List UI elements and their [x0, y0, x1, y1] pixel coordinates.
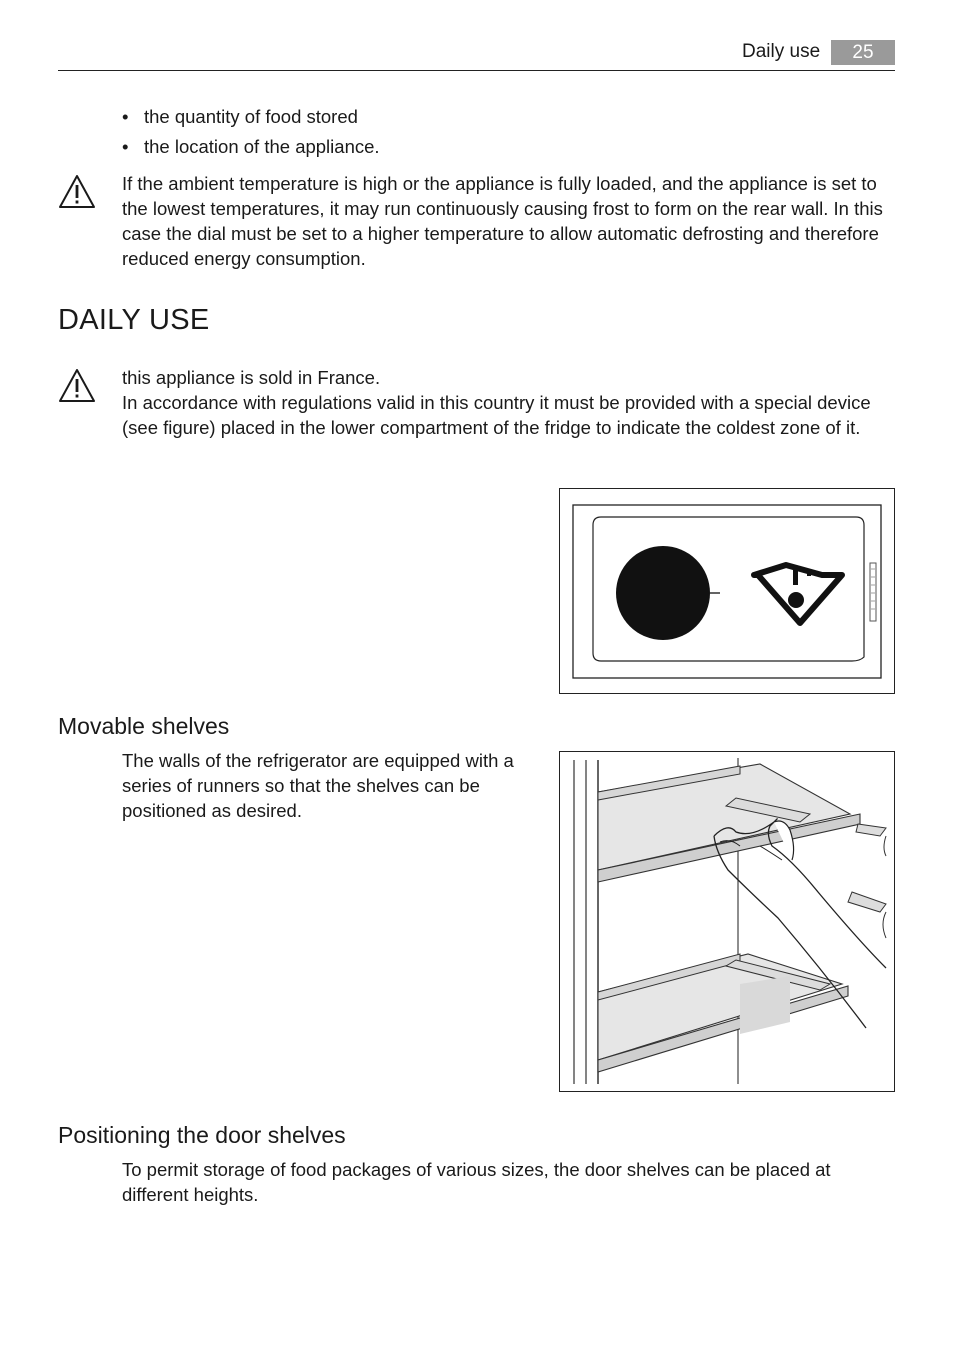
- movable-shelves-text: The walls of the refrigerator are equipped with a series of runners so that the shelves can be positioned as desired.: [122, 750, 514, 821]
- temperature-indicator-device-illustration: [560, 489, 894, 693]
- bullet-dot-icon: •: [122, 136, 129, 157]
- bullet-item: [122, 104, 358, 129]
- movable-shelves-title: Movable shelves: [58, 713, 230, 739]
- warning-text-france: [122, 365, 892, 440]
- section-title: DAILY USE: [58, 304, 210, 336]
- bullet-text: the location of the appliance.: [144, 136, 380, 157]
- shelf-insertion-illustration: [560, 752, 894, 1091]
- warning-line-regulations: In accordance with regulations valid in this country it must be provided with a special device (see figure) placed in the lower compartment of the fridge to indicate the coldest zone of it.: [122, 392, 871, 438]
- bullet-text: the quantity of food stored: [144, 106, 358, 127]
- warning-text-frost: If the ambient temperature is high or the appliance is fully loaded, and the appliance is set to the lowest temperatures, it may run continuously causing frost to form on the rear wall. In this case the dial must be set to a higher temperature to allow automatic defrosting and therefore reduced energy consumption.: [122, 173, 883, 269]
- shelves-figure: [559, 751, 895, 1092]
- page-number: 25: [831, 40, 895, 65]
- door-shelves-title: Positioning the door shelves: [58, 1122, 346, 1148]
- warning-triangle-icon: [58, 174, 96, 210]
- door-shelves-text: To permit storage of food packages of various sizes, the door shelves can be placed at different heights.: [122, 1159, 831, 1205]
- header-rule: [58, 70, 895, 71]
- running-header-label: Daily use: [742, 41, 821, 62]
- bullet-dot-icon: •: [122, 106, 129, 127]
- temperature-indicator-figure: [559, 488, 895, 694]
- bullet-item: [122, 134, 380, 159]
- warning-triangle-icon: [58, 368, 96, 404]
- warning-line-sold-in-france: this appliance is sold in France.: [122, 367, 381, 388]
